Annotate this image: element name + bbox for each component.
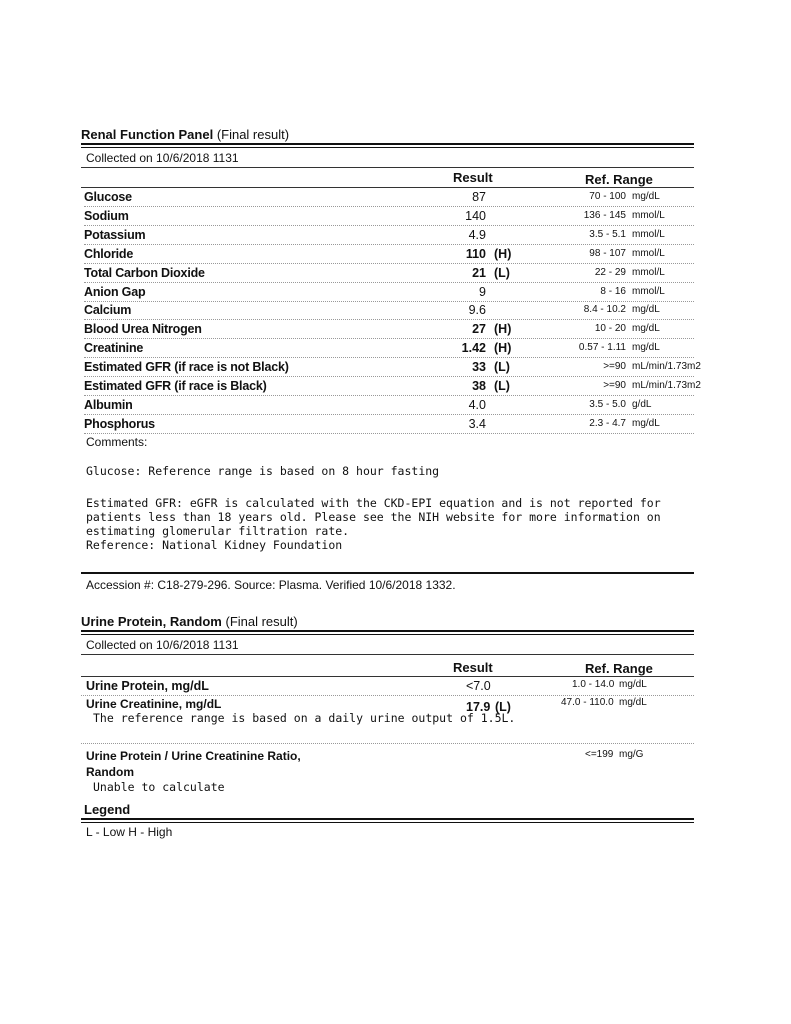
urine-creatinine-unit: mg/dL xyxy=(619,697,647,708)
test-ref-range: 3.5 - 5.1 xyxy=(589,228,626,240)
test-name: Calcium xyxy=(84,303,132,318)
test-name: Estimated GFR (if race is Black) xyxy=(84,379,267,393)
urine-protein-name: Urine Protein, mg/dL xyxy=(86,679,209,693)
test-ref-range: 3.5 - 5.0 xyxy=(589,398,626,410)
test-unit: mmol/L xyxy=(632,266,665,278)
test-name: Creatinine xyxy=(84,341,144,356)
test-unit: mmol/L xyxy=(632,228,665,240)
urine-protein-rule xyxy=(81,695,694,696)
renal-result-header: Result xyxy=(453,170,493,185)
test-ref-range: 98 - 107 xyxy=(589,247,626,259)
test-value: 4.0 xyxy=(468,397,486,412)
renal-panel-status: (Final result) xyxy=(216,127,290,142)
urine-creatinine-name: Urine Creatinine, mg/dL xyxy=(86,697,222,711)
comment-gfr xyxy=(86,496,661,552)
legend-text: L - Low H - High xyxy=(86,825,173,839)
table-row xyxy=(84,208,694,226)
legend-rule xyxy=(81,818,694,823)
table-row xyxy=(84,265,694,283)
urine-panel-status: (Final result) xyxy=(225,614,298,629)
urine-protein-value: <7.0 xyxy=(466,679,491,693)
test-flag: (L) xyxy=(494,265,510,280)
renal-collected-rule xyxy=(81,167,694,168)
urine-title-rule xyxy=(81,630,694,635)
accession-text: Accession #: C18-279-296. Source: Plasma. Verified 10/6/2018 1332. xyxy=(86,578,456,592)
test-unit: g/dL xyxy=(632,398,652,410)
urine-collected: Collected on 10/6/2018 1131 xyxy=(86,638,239,652)
test-unit: mg/dL xyxy=(632,191,660,202)
test-name: Anion Gap xyxy=(84,284,146,299)
urine-ratio-name-cont: Random xyxy=(86,765,134,779)
test-ref-range: 10 - 20 xyxy=(594,323,626,335)
renal-panel-name: Renal Function Panel xyxy=(81,127,214,142)
test-unit: mL/min/1.73m2 xyxy=(632,361,701,373)
urine-creatinine-range: 47.0 - 110.0 xyxy=(561,697,614,708)
test-unit: mmol/L xyxy=(632,209,665,221)
urine-result-header: Result xyxy=(453,660,493,675)
urine-range-header: Ref. Range xyxy=(585,661,653,676)
test-flag: (L) xyxy=(494,379,510,393)
test-value: 27 xyxy=(472,322,486,337)
urine-creatinine-rule xyxy=(81,743,694,744)
test-name: Blood Urea Nitrogen xyxy=(84,322,202,337)
urine-ratio-note: Unable to calculate xyxy=(93,780,225,794)
urine-protein-unit: mg/dL xyxy=(619,679,647,690)
test-ref-range: 136 - 145 xyxy=(583,209,626,221)
urine-creatinine-note: The reference range is based on a daily urine output of 1.5L. xyxy=(93,711,516,725)
test-flag: (L) xyxy=(494,360,510,375)
test-unit: mmol/L xyxy=(632,247,665,259)
urine-creatinine-flag: (L) xyxy=(495,700,511,714)
table-row xyxy=(84,416,694,434)
test-value: 3.4 xyxy=(468,416,486,431)
test-value: 21 xyxy=(472,265,486,280)
test-value: 9.6 xyxy=(468,303,486,318)
test-value: 9 xyxy=(479,284,486,299)
test-unit: mg/dL xyxy=(632,304,660,316)
table-row xyxy=(84,302,694,320)
table-row xyxy=(84,359,701,377)
test-value: 1.42 xyxy=(461,341,486,356)
table-row xyxy=(84,227,694,245)
urine-collected-rule xyxy=(81,654,694,655)
test-name: Phosphorus xyxy=(84,416,155,431)
test-ref-range: >=90 xyxy=(603,380,626,391)
test-unit: mg/dL xyxy=(632,342,660,354)
test-name: Estimated GFR (if race is not Black) xyxy=(84,360,289,375)
test-value: 110 xyxy=(465,246,486,261)
table-row xyxy=(84,189,694,207)
test-unit: mL/min/1.73m2 xyxy=(632,380,701,391)
test-name: Glucose xyxy=(84,190,132,204)
test-name: Chloride xyxy=(84,246,134,261)
comment-gfr-line: Reference: National Kidney Foundation xyxy=(86,538,343,552)
test-flag: (H) xyxy=(494,341,512,356)
urine-protein-range: 1.0 - 14.0 xyxy=(572,679,615,690)
renal-range-header: Ref. Range xyxy=(585,172,653,187)
test-name: Albumin xyxy=(84,397,133,412)
test-value: 33 xyxy=(472,360,486,375)
table-row xyxy=(84,246,694,264)
comments-label: Comments: xyxy=(86,435,148,449)
table-row xyxy=(84,284,694,302)
test-name: Total Carbon Dioxide xyxy=(84,265,205,280)
legend-label: Legend xyxy=(84,802,131,817)
urine-ratio-unit: mg/G xyxy=(619,749,644,760)
accession-rule xyxy=(81,572,694,574)
test-value: 140 xyxy=(465,208,486,223)
urine-ratio-range: <=199 xyxy=(585,749,614,760)
test-ref-range: 2.3 - 4.7 xyxy=(589,417,626,429)
urine-ratio-name: Urine Protein / Urine Creatinine Ratio, xyxy=(86,749,301,763)
test-name: Sodium xyxy=(84,208,129,223)
comment-gfr-line: Estimated GFR: eGFR is calculated with the CKD-EPI equation and is not reported for xyxy=(86,496,661,510)
comment-glucose: Glucose: Reference range is based on 8 hour fasting xyxy=(86,464,440,478)
test-value: 87 xyxy=(472,190,486,204)
urine-header-rule xyxy=(81,676,694,677)
renal-collected: Collected on 10/6/2018 1131 xyxy=(86,151,239,165)
table-row xyxy=(84,397,694,415)
table-row xyxy=(84,321,694,339)
test-ref-range: >=90 xyxy=(603,361,626,373)
renal-title-rule xyxy=(81,143,694,148)
table-row xyxy=(84,340,694,358)
test-flag: (H) xyxy=(494,246,512,261)
renal-panel-title xyxy=(81,127,693,142)
test-unit: mmol/L xyxy=(632,285,665,297)
test-value: 38 xyxy=(472,379,486,393)
comment-gfr-line: estimating glomerular filtration rate. xyxy=(86,524,350,538)
urine-panel-name: Urine Protein, Random xyxy=(81,614,222,629)
test-ref-range: 22 - 29 xyxy=(594,266,626,278)
table-row xyxy=(84,378,701,396)
test-ref-range: 70 - 100 xyxy=(589,191,626,202)
test-ref-range: 8.4 - 10.2 xyxy=(583,304,626,316)
test-ref-range: 8 - 16 xyxy=(600,285,626,297)
test-unit: mg/dL xyxy=(632,417,660,429)
test-name: Potassium xyxy=(84,227,146,242)
test-value: 4.9 xyxy=(468,227,486,242)
test-flag: (H) xyxy=(494,322,512,337)
comment-gfr-line: patients less than 18 years old. Please see the NIH website for more information on xyxy=(86,510,661,524)
renal-header-rule xyxy=(81,187,694,188)
urine-creatinine-value: 17.9 xyxy=(466,700,491,714)
test-unit: mg/dL xyxy=(632,323,660,335)
urine-panel-title xyxy=(81,614,693,629)
test-ref-range: 0.57 - 1.11 xyxy=(578,342,626,354)
